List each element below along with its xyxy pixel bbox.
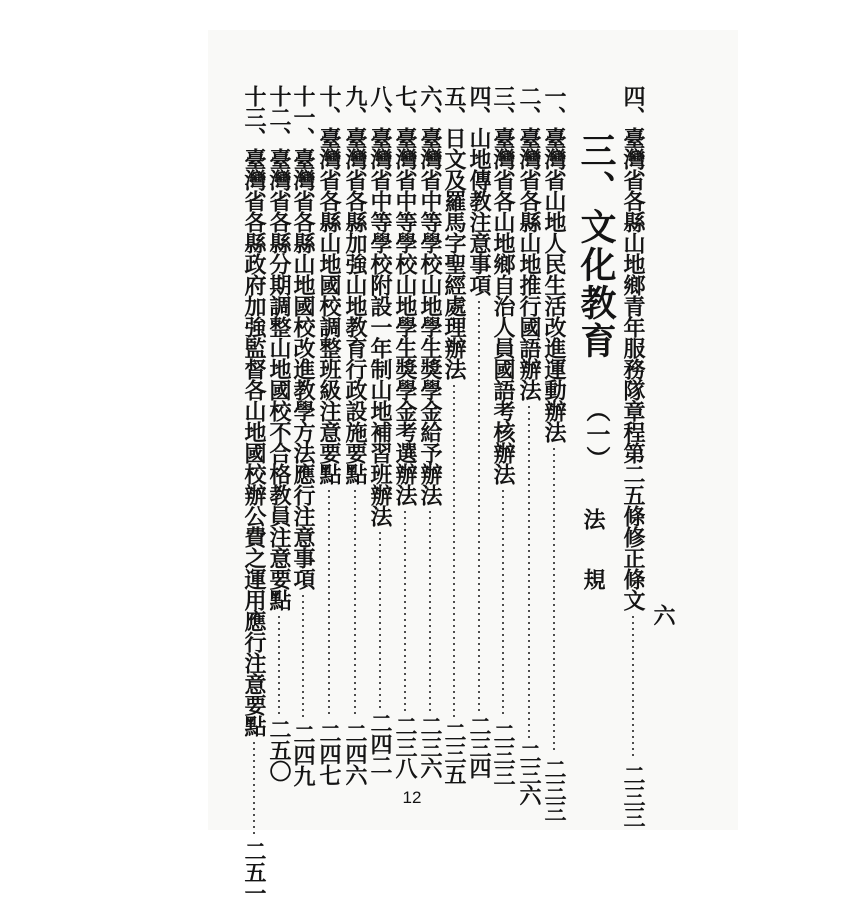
subheading-title — [580, 508, 606, 590]
toc-entry-title: 七、臺灣省中等學校山地學生獎學金考選辦法 — [392, 85, 418, 505]
leader-dots — [302, 593, 304, 719]
subheading-word-2: 規 — [580, 568, 606, 590]
toc-entry-page: 二三四 — [466, 715, 492, 778]
leader-dots — [253, 740, 255, 836]
toc-entry-title: 五、日文及羅馬字聖經處理辦法 — [441, 85, 467, 379]
toc-entry-title: 八、臺灣省中等學校附設一年制山地補習班辦法 — [367, 85, 393, 526]
toc-entry — [541, 85, 567, 821]
toc-entry-title: 四、山地傳教注意事項 — [466, 85, 492, 295]
running-page-number: 六 — [650, 604, 676, 626]
toc-entry — [441, 85, 467, 784]
toc-entry-title: 十三、臺灣省各縣政府加強監督各山地國校辦公費之運用應行注意要點 — [241, 85, 267, 736]
leader-dots — [278, 614, 280, 714]
toc-entry-title: 十一、臺灣省各縣山地國校改進教學方法應行注意事項 — [290, 85, 316, 589]
toc-entry-page: 二四九 — [290, 723, 316, 786]
toc-entry-page: 二五一 — [241, 840, 267, 903]
toc-entry-page: 二四二 — [367, 712, 393, 775]
toc-entry-page: 二三三 — [620, 764, 646, 827]
toc-entry-page: 二三六 — [417, 715, 443, 778]
toc-entry — [392, 85, 418, 778]
toc-entry — [490, 85, 516, 785]
leader-dots — [404, 509, 406, 711]
toc-entry — [241, 85, 267, 903]
toc-entry — [367, 85, 393, 775]
leader-dots — [478, 299, 480, 711]
leader-dots — [553, 446, 555, 754]
toc-entry — [466, 85, 492, 778]
leader-dots — [328, 488, 330, 718]
leader-dots — [528, 404, 530, 738]
toc-entry-title: 九、臺灣省各縣加強山地教育行政設施要點 — [342, 85, 368, 484]
toc-entry — [342, 85, 368, 785]
toc-entry — [516, 85, 542, 805]
toc-entry-page: 二三三 — [541, 758, 567, 821]
toc-entry-page: 二四七 — [316, 722, 342, 785]
toc-entry-title: 十二、臺灣省各縣分期調整山地國校不合格教員注意要點 — [266, 85, 292, 610]
subheading-number: （一） — [582, 398, 611, 470]
toc-entry-title: 一、臺灣省山地人民生活改進運動辦法 — [541, 85, 567, 442]
toc-entry-title: 十、臺灣省各縣山地國校調整班級注意要點 — [316, 85, 342, 484]
toc-entry-page: 二三八 — [392, 715, 418, 778]
toc-entry-title: 六、臺灣省中等學校山地學生獎學金給予辦法 — [417, 85, 443, 505]
section-heading: 三、文化教育 — [575, 132, 617, 360]
leader-dots — [429, 509, 431, 711]
toc-entry — [620, 85, 646, 827]
toc-entry-page: 二三五 — [441, 721, 467, 784]
toc-entry-page: 二三六 — [516, 742, 542, 805]
toc-entry — [316, 85, 342, 785]
toc-entry — [290, 85, 316, 786]
page-number: 12 — [402, 788, 422, 807]
toc-entry-title: 三、臺灣省各山地鄉自治人員國語考核辦法 — [490, 85, 516, 484]
leader-dots — [632, 614, 634, 760]
subheading-word-1: 法 — [580, 508, 606, 530]
toc-entry-page: 二五〇 — [266, 718, 292, 781]
toc-entry-title: 二、臺灣省各縣山地推行國語辦法 — [516, 85, 542, 400]
leader-dots — [379, 530, 381, 708]
leader-dots — [453, 383, 455, 717]
toc-entry-page: 二四六 — [342, 722, 368, 785]
leader-dots — [502, 488, 504, 718]
toc-entry-page: 二三三 — [490, 722, 516, 785]
toc-entry — [266, 85, 292, 781]
toc-entry — [417, 85, 443, 778]
leader-dots — [354, 488, 356, 718]
toc-entry-title: 四、臺灣省各縣山地鄉青年服務隊章程第二五條修正條文 — [620, 85, 646, 610]
